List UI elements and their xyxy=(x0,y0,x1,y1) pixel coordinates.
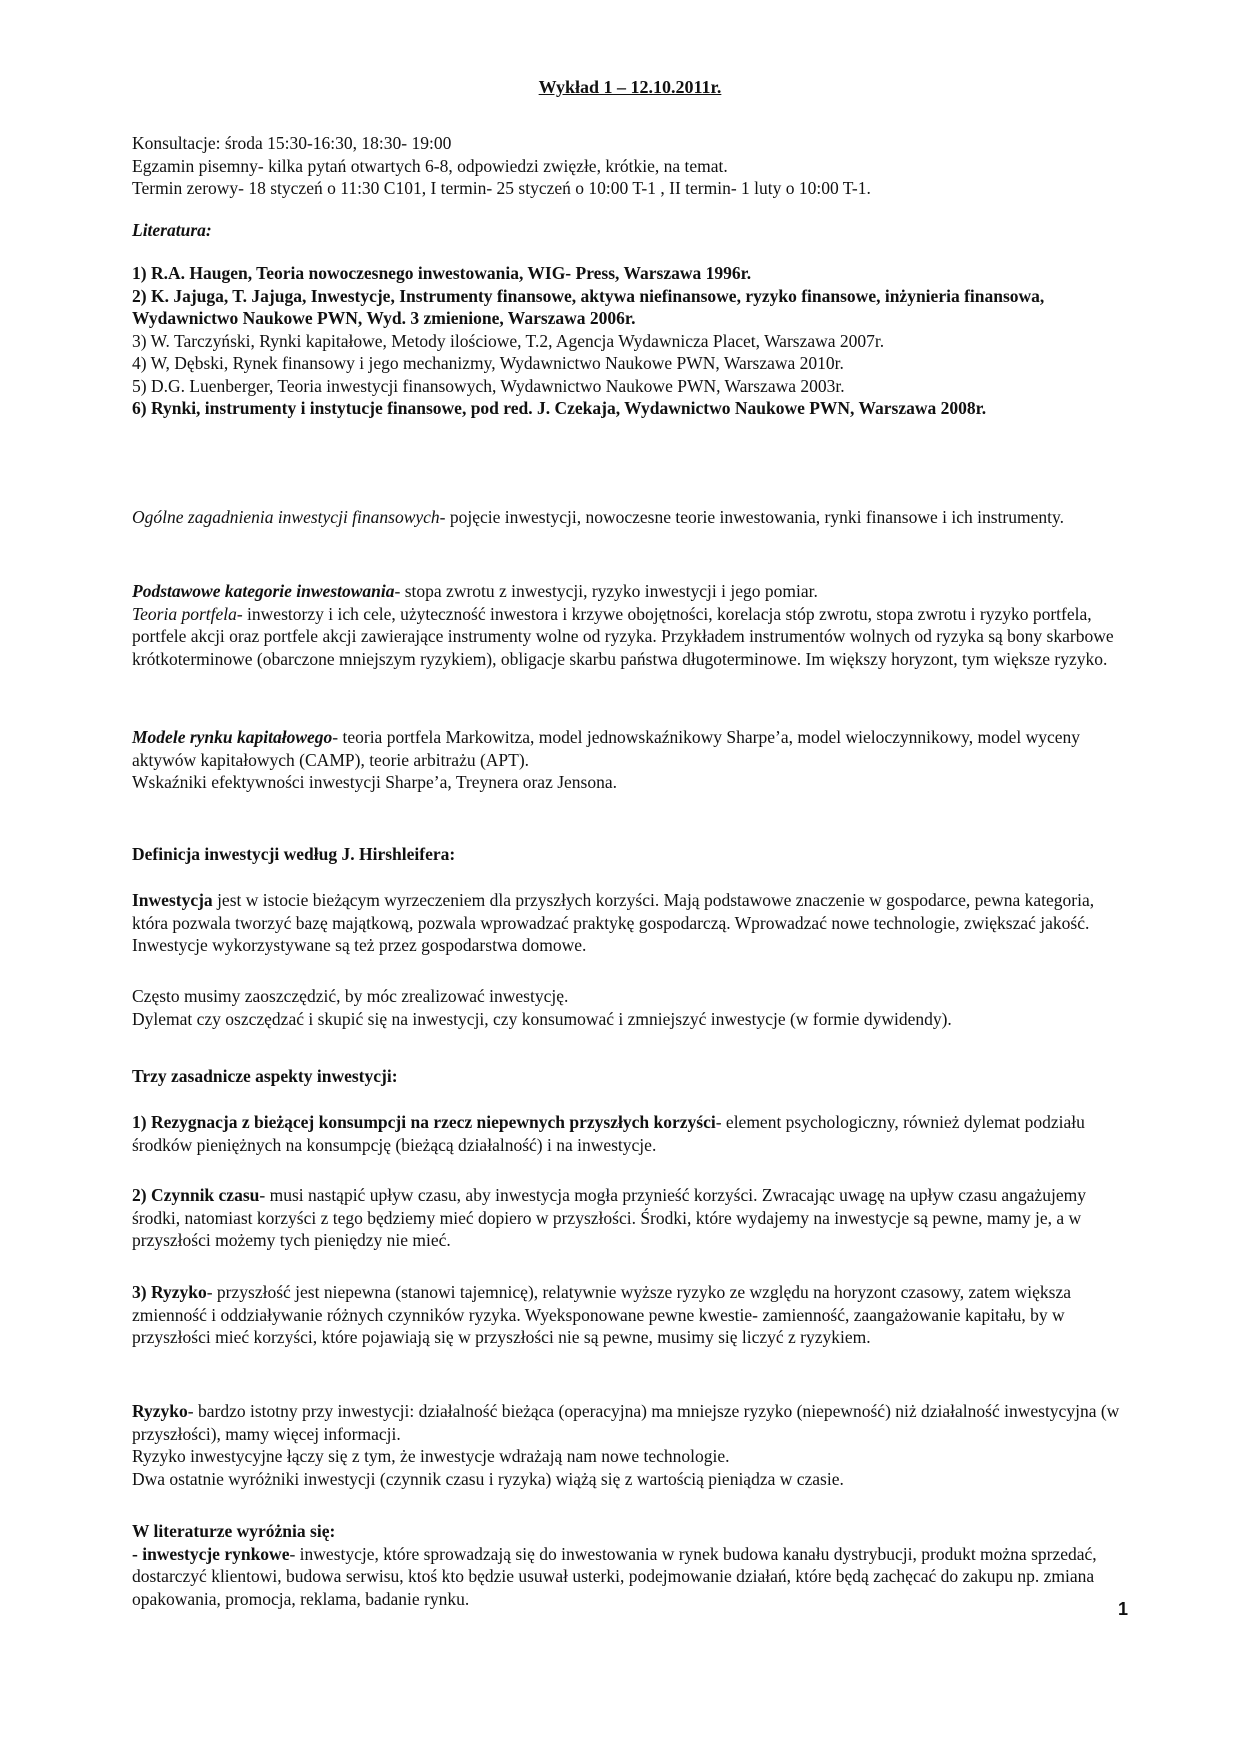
term: Ryzyko xyxy=(132,1401,188,1421)
aspect-3-paragraph: 3) Ryzyko- przyszłość jest niepewna (stanowi tajemnicę), relatywnie wyższe ryzyko ze względu na horyzont czasowy, zatem większa zmienność i oddziaływanie różnych czynników ryzyka. Wyeksponowane pewne kwestie- zamienność, zaangażowanie kapitału, by w przyszłości mieć korzyści, które pojawiają się w przyszłości nie są pewne, musimy się liczyć z ryzykiem. xyxy=(132,1282,1072,1347)
literature-item: 5) D.G. Luenberger, Teoria inwestycji finansowych, Wydawnictwo Naukowe PWN, Warszawa 2003r. xyxy=(132,375,845,396)
exam-line: Egzamin pisemny- kilka pytań otwartych 6-8, odpowiedzi zwięzłe, krótkie, na temat. xyxy=(132,155,728,176)
aspect-1-paragraph: 1) Rezygnacja z bieżącej konsumpcji na rzecz niepewnych przyszłych korzyści- element psychologiczny, również dylemat podziału środków pieniężnych na konsumpcję (bieżącą działalność) i na inwestycje. xyxy=(132,1112,1085,1155)
literature-list xyxy=(132,262,1128,420)
term: Inwestycja xyxy=(132,890,213,910)
consultation-line: Konsultacje: środa 15:30-16:30, 18:30- 19:00 xyxy=(132,133,452,153)
literature-distinction-block: W literaturze wyróżnia się: - inwestycje rynkowe- inwestycje, które sprowadzają się do inwestowania w rynek budowa kanału dystrybucji, produkt można sprzedać, dostarczyć klientowi, budowa serwisu, ktoś kto będzie usuwał usterki, podejmowanie działań, które będą zachęcać do zakupu np. zmiana opakowania, promocja, reklama, badanie rynku. xyxy=(132,1521,1097,1609)
investment-definition-paragraph: Inwestycja jest w istocie bieżącym wyrzeczeniem dla przyszłych korzyści. Mają podstawowe znaczenie w gospodarce, pewna kategoria, która pozwala tworzyć bazę majątkową, pozwala wprowadzać praktykę gospodarczą. Wprowadzać nowe technologie, zwiększać jakość. Inwestycje wykorzystywane są też przez gospodarstwa domowe. xyxy=(132,890,1095,955)
term: 3) Ryzyko xyxy=(132,1282,207,1302)
literature-item: 3) W. Tarczyński, Rynki kapitałowe, Metody ilościowe, T.2, Agencja Wydawnicza Placet, Warszawa 2007r. xyxy=(132,330,885,351)
literature-heading: Literatura: xyxy=(132,220,212,240)
literature-item: 6) Rynki, instrumenty i instytucje finansowe, pod red. J. Czekaja, Wydawnictwo Naukowe PWN, Warszawa 2008r. xyxy=(132,398,987,418)
definition-heading: Definicja inwestycji według J. Hirshleifera: xyxy=(132,844,456,864)
term: Ogólne zagadnienia inwestycji finansowych xyxy=(132,507,440,527)
term: Podstawowe kategorie inwestowania xyxy=(132,581,395,601)
literature-item: 2) K. Jajuga, T. Jajuga, Inwestycje, Instrumenty finansowe, aktywa niefinansowe, ryzyko finansowe, inżynieria finansowa, Wydawnictwo Naukowe PWN, Wyd. 3 zmienione, Warszawa 2006r. xyxy=(132,285,1045,328)
general-issues-paragraph: Ogólne zagadnienia inwestycji finansowych- pojęcie inwestycji, nowoczesne teorie inwestowania, rynki finansowe i ich instrumenty. xyxy=(132,507,1064,527)
term: - inwestycje rynkowe xyxy=(132,1543,290,1564)
literature-item: 4) W, Dębski, Rynek finansowy i jego mechanizmy, Wydawnictwo Naukowe PWN, Warszawa 2010r. xyxy=(132,353,844,373)
term: 2) Czynnik czasu xyxy=(132,1185,260,1205)
page-title: Wykład 1 – 12.10.2011r. xyxy=(538,77,722,97)
term: Modele rynku kapitałowego xyxy=(132,727,333,747)
term: 1) Rezygnacja z bieżącej konsumpcji na rzecz niepewnych przyszłych korzyści xyxy=(132,1112,716,1132)
literature-item: 1) R.A. Haugen, Teoria nowoczesnego inwestowania, WIG- Press, Warszawa 1996r. xyxy=(132,263,752,283)
page-number: 1 xyxy=(1118,1599,1129,1619)
risk-block: Ryzyko- bardzo istotny przy inwestycji: działalność bieżąca (operacyjna) ma mniejsze ryzyko (niepewność) niż działalność inwestycyjna (w przyszłości), mamy więcej informacji. Ryzyko inwestycyjne łączy się z tym, że inwestycje wdrażają nam nowe technologie. Dwa ostatnie wyróżniki inwestycji (czynnik czasu i ryzyka) wiążą się z wartością pieniądza w czasie. xyxy=(132,1401,1120,1489)
intro-block xyxy=(132,132,1128,200)
saving-dilemma-block: Często musimy zaoszczędzić, by móc zrealizować inwestycję. Dylemat czy oszczędzać i skupić się na inwestycji, czy konsumować i zmniejszyć inwestycje (w formie dywidendy). xyxy=(132,986,952,1029)
capital-market-models-block: Modele rynku kapitałowego- teoria portfela Markowitza, model jednowskaźnikowy Sharpe’a, model wieloczynnikowy, model wyceny aktywów kapitałowych (CAMP), teorie arbitrażu (APT). Wskaźniki efektywności inwestycji Sharpe’a, Treynera oraz Jensona. xyxy=(132,727,1081,792)
aspects-heading: Trzy zasadnicze aspekty inwestycji: xyxy=(132,1066,398,1086)
aspect-2-paragraph: 2) Czynnik czasu- musi nastąpić upływ czasu, aby inwestycja mogła przynieść korzyści. Zwracając uwagę na upływ czasu angażujemy środki, natomiast korzyści z tego będziemy mieć dopiero w przyszłości. Środki, które wydajemy na inwestycje są pewne, mamy je, a w przyszłości możemy tych pieniędzy nie mieć. xyxy=(132,1185,1086,1250)
exam-dates-line: Termin zerowy- 18 styczeń o 11:30 C101, I termin- 25 styczeń o 10:00 T-1 , II termin- 1 luty o 10:00 T-1. xyxy=(132,178,871,198)
basic-categories-block: Podstawowe kategorie inwestowania- stopa zwrotu z inwestycji, ryzyko inwestycji i jego pomiar. Teoria portfela- inwestorzy i ich cele, użyteczność inwestora i krzywe obojętności, korelacja stóp zwrotu, stopa zwrotu i ryzyko portfela, portfele akcji oraz portfele akcji zawierające instrumenty wolne od ryzyka. Przykładem instrumentów wolnych od ryzyka są bony skarbowe krótkoterminowe (obarczone mniejszym ryzykiem), obligacje skarbu państwa długoterminowe. Im większy horyzont, tym większe ryzyko. xyxy=(132,581,1114,669)
term: Teoria portfela xyxy=(132,603,237,624)
